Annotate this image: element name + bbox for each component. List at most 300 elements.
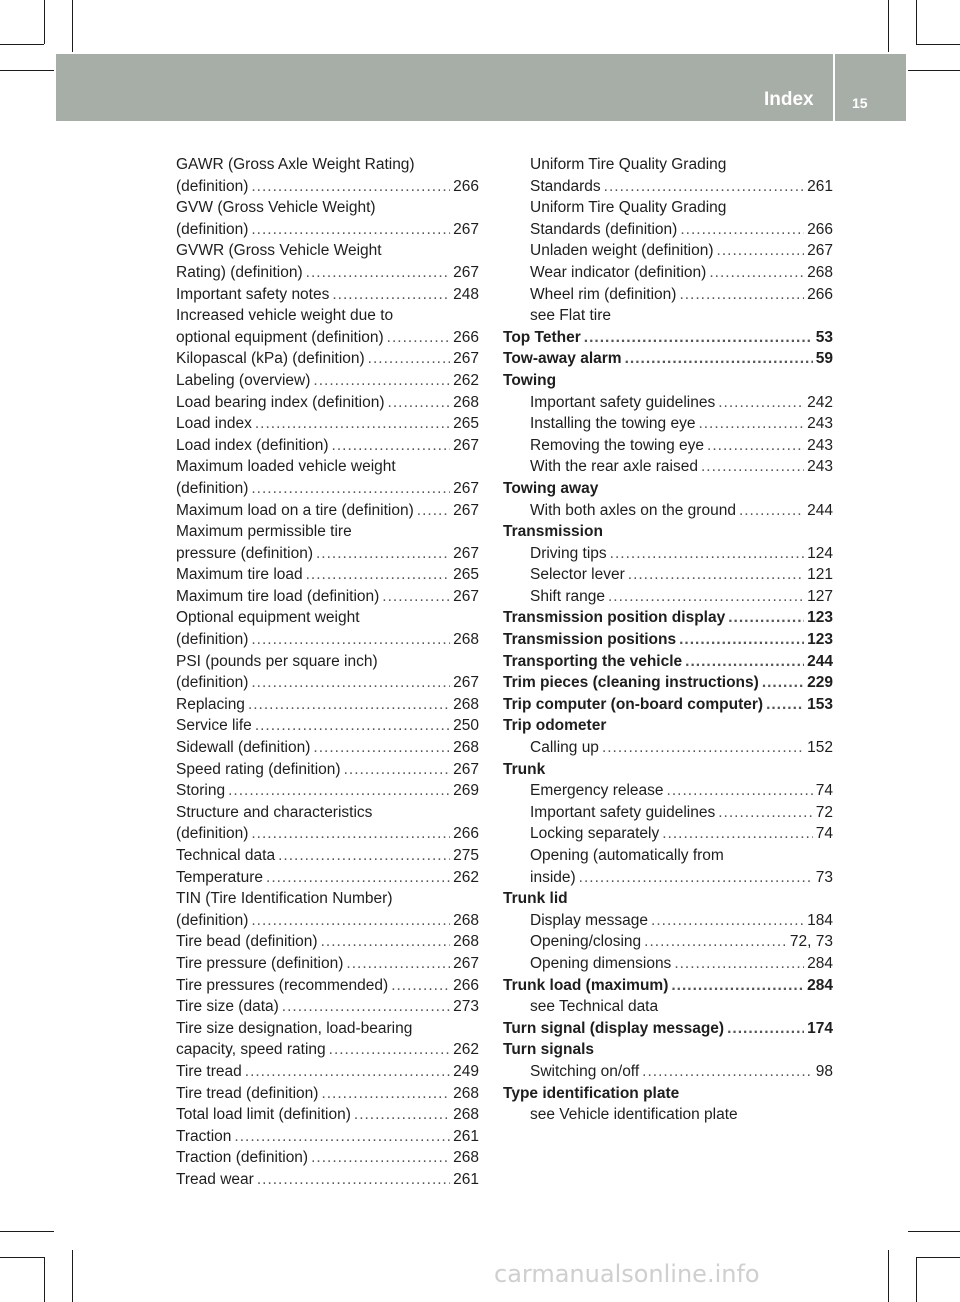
index-entry (176, 478, 479, 500)
dot-leader (698, 413, 804, 435)
page-reference: 124 (807, 544, 833, 562)
dot-leader (311, 1147, 450, 1169)
entry-label: Trim pieces (cleaning instructions) (503, 674, 759, 692)
section-title: Index (764, 89, 814, 110)
dot-leader (387, 327, 450, 349)
dot-leader (382, 586, 450, 608)
index-entry: Optional equipment weight (176, 609, 360, 627)
dot-leader (282, 996, 450, 1018)
entry-label: Kilopascal (kPa) (definition) (176, 350, 365, 368)
entry-label: Unladen weight (definition) (530, 242, 714, 260)
page-reference: 267 (453, 479, 479, 497)
page-reference: 268 (453, 1149, 479, 1167)
index-entry (176, 564, 479, 586)
dot-leader (306, 564, 451, 586)
dot-leader (251, 910, 450, 932)
entry-label: Top Tether (503, 328, 581, 346)
dot-leader (321, 931, 451, 953)
index-entry (176, 715, 479, 737)
index-entry: Structure and characteristics (176, 803, 373, 821)
entry-label: Selector lever (530, 566, 625, 584)
index-entry (503, 413, 833, 435)
index-entry (503, 348, 833, 370)
dot-leader (642, 1061, 813, 1083)
entry-label: Technical data (176, 847, 276, 864)
entry-label: With both axles on the ground (530, 501, 736, 519)
index-entry: TIN (Tire Identification Number) (176, 890, 393, 908)
index-entry (503, 500, 833, 522)
index-entry (176, 1039, 479, 1061)
page-reference: 123 (807, 609, 833, 627)
dot-leader (718, 392, 804, 414)
index-entry: Type identification plate (503, 1084, 680, 1102)
index-entry (176, 953, 479, 975)
entry-label: capacity, speed rating (176, 1041, 326, 1059)
dot-leader (332, 435, 451, 457)
index-entry: Maximum permissible tire (176, 523, 352, 541)
index-entry (503, 219, 833, 241)
entry-label: Turn signal (display message) (503, 1019, 725, 1037)
page-reference: 266 (453, 825, 479, 843)
entry-label: Opening dimensions (530, 954, 672, 972)
index-entry (503, 823, 833, 845)
page-header-bar (56, 54, 906, 121)
page-reference: 267 (807, 242, 833, 260)
index-entry: GAWR (Gross Axle Weight Rating) (176, 156, 415, 173)
entry-label: Load index (176, 415, 252, 433)
page-reference: 72 (815, 803, 833, 821)
index-entry: see Flat tire (530, 307, 611, 325)
dot-leader (610, 543, 804, 565)
index-entry (176, 759, 479, 781)
index-entry: see Technical data (530, 998, 659, 1016)
index-entry: Trunk lid (503, 890, 568, 908)
entry-label: (definition) (176, 674, 249, 692)
index-entry (503, 672, 833, 694)
page-reference: 123 (807, 631, 833, 649)
page-reference: 273 (453, 998, 479, 1016)
page-reference: 59 (815, 350, 833, 368)
index-entry (176, 392, 479, 414)
entry-label: Locking separately (530, 825, 660, 843)
index-entry: see Vehicle identification plate (530, 1106, 738, 1124)
page-reference: 266 (453, 328, 479, 346)
entry-label: Traction (176, 1127, 232, 1145)
page-reference: 268 (453, 1106, 479, 1124)
entry-label: inside) (530, 868, 576, 886)
index-entry (503, 780, 833, 802)
dot-leader (255, 715, 450, 737)
dot-leader (316, 543, 450, 565)
crop-mark (908, 1231, 960, 1232)
dot-leader (332, 284, 450, 306)
page-reference: 266 (453, 177, 479, 195)
index-entry (176, 867, 479, 889)
index-entry (176, 694, 479, 716)
page-reference: 268 (453, 631, 479, 649)
page-reference: 121 (807, 566, 833, 584)
page-reference: 242 (807, 393, 833, 411)
index-entry (503, 802, 833, 824)
entry-label: Sidewall (definition) (176, 739, 311, 757)
page-reference: 267 (453, 544, 479, 562)
page-reference: 152 (807, 739, 833, 757)
crop-mark (72, 1250, 73, 1302)
index-entry: Turn signals (503, 1041, 595, 1059)
index-entry (176, 672, 479, 694)
page-reference: 284 (807, 954, 833, 972)
index-entry: Trip odometer (503, 717, 607, 735)
index-entry: GVW (Gross Vehicle Weight) (176, 199, 376, 217)
dot-leader (739, 500, 804, 522)
dot-leader (604, 176, 804, 198)
index-entry: Trunk (503, 760, 546, 778)
page-reference: 267 (453, 501, 479, 519)
dot-leader (671, 975, 804, 997)
entry-label: Important safety notes (176, 285, 330, 303)
dot-leader (584, 327, 813, 349)
page-reference: 268 (453, 393, 479, 411)
dot-leader (245, 1061, 450, 1083)
crop-mark (916, 44, 960, 45)
entry-label: Service life (176, 717, 252, 735)
index-entry: Transmission (503, 523, 603, 541)
index-entry: Towing (503, 371, 557, 389)
index-entry (503, 1061, 833, 1083)
dot-leader (228, 780, 450, 802)
index-entry (176, 1104, 479, 1126)
page-reference: 243 (807, 415, 833, 433)
entry-label: Storing (176, 782, 226, 800)
dot-leader (266, 867, 450, 889)
page-reference: 269 (453, 782, 479, 800)
entry-label: Rating) (definition) (176, 263, 303, 281)
entry-label: (definition) (176, 631, 249, 649)
dot-leader (608, 586, 804, 608)
crop-mark (908, 70, 960, 71)
page-reference: 268 (453, 739, 479, 757)
entry-label: optional equipment (definition) (176, 328, 384, 346)
entry-label: (definition) (176, 911, 249, 929)
page-reference: 267 (453, 587, 479, 605)
entry-label: Trunk load (maximum) (503, 976, 669, 994)
index-entry (503, 975, 833, 997)
page-reference: 98 (815, 1062, 833, 1080)
dot-leader (766, 694, 804, 716)
page-reference: 74 (815, 782, 833, 800)
dot-leader (313, 370, 450, 392)
dot-leader (257, 1169, 450, 1191)
index-entry: Maximum loaded vehicle weight (176, 458, 396, 476)
dot-leader (651, 910, 804, 932)
index-entry (176, 1169, 479, 1191)
index-entry (176, 219, 479, 241)
dot-leader (278, 845, 450, 867)
page-reference: 266 (453, 976, 479, 994)
dot-leader (727, 1018, 804, 1040)
dot-leader (251, 478, 450, 500)
entry-label: Speed rating (definition) (176, 760, 341, 778)
page-reference: 268 (453, 911, 479, 929)
index-entry (176, 500, 479, 522)
index-entry (176, 931, 479, 953)
page-reference: 268 (453, 1084, 479, 1102)
page-reference: 243 (807, 436, 833, 454)
page-reference: 249 (453, 1062, 479, 1080)
index-entry (176, 284, 479, 306)
dot-leader (248, 694, 450, 716)
dot-leader (354, 1104, 450, 1126)
index-column-left (176, 154, 479, 1191)
dot-leader (251, 629, 450, 651)
entry-label: Tire tread (definition) (176, 1084, 319, 1102)
dot-leader (255, 413, 450, 435)
crop-mark (916, 0, 917, 44)
index-entry (503, 953, 833, 975)
entry-label: Maximum tire load (definition) (176, 587, 380, 605)
dot-leader (251, 823, 450, 845)
crop-mark (72, 0, 73, 52)
entry-label: Traction (definition) (176, 1149, 309, 1167)
entry-label: Removing the towing eye (530, 436, 705, 454)
dot-leader (344, 759, 451, 781)
index-entry (176, 975, 479, 997)
crop-mark (0, 44, 44, 45)
dot-leader (234, 1126, 450, 1148)
index-entry: Uniform Tire Quality Grading (530, 156, 727, 173)
entry-label: (definition) (176, 177, 249, 195)
page-reference: 267 (453, 220, 479, 238)
page-reference: 267 (453, 954, 479, 972)
entry-label: Wheel rim (definition) (530, 285, 677, 303)
index-entry (503, 327, 833, 349)
crop-mark (0, 1257, 44, 1258)
page-reference: 174 (807, 1019, 833, 1037)
index-entry (176, 845, 479, 867)
index-column-right (503, 154, 833, 1126)
crop-mark (44, 1257, 45, 1302)
index-entry (176, 586, 479, 608)
dot-leader (762, 672, 804, 694)
entry-label: Transmission position display (503, 609, 726, 627)
index-entry (176, 1147, 479, 1169)
page-reference: 262 (453, 1041, 479, 1059)
page-reference: 261 (807, 177, 833, 195)
entry-label: Important safety guidelines (530, 803, 716, 821)
page-reference: 267 (453, 760, 479, 778)
entry-label: Maximum load on a tire (definition) (176, 501, 414, 519)
dot-leader (388, 392, 451, 414)
page-reference: 127 (807, 587, 833, 605)
dot-leader (628, 564, 804, 586)
dot-leader (313, 737, 450, 759)
index-entry (503, 931, 833, 953)
index-entry (176, 1126, 479, 1148)
index-entry (176, 370, 479, 392)
index-entry: Tire size designation, load-bearing (176, 1019, 413, 1037)
crop-mark (0, 1231, 54, 1232)
page-reference: 265 (453, 415, 479, 433)
index-entry (176, 327, 479, 349)
dot-leader (709, 262, 804, 284)
entry-label: Tread wear (176, 1170, 254, 1188)
header-divider (833, 54, 835, 121)
page-reference: 184 (807, 911, 833, 929)
page-reference: 268 (807, 263, 833, 281)
entry-label: Load bearing index (definition) (176, 393, 385, 411)
entry-label: Load index (definition) (176, 436, 329, 454)
dot-leader (667, 780, 813, 802)
entry-label: (definition) (176, 825, 249, 843)
dot-leader (306, 262, 450, 284)
page-reference: 243 (807, 458, 833, 476)
page-reference: 267 (453, 350, 479, 368)
index-entry (503, 284, 833, 306)
dot-leader (679, 629, 804, 651)
entry-label: Tire bead (definition) (176, 933, 318, 951)
page-reference: 153 (807, 695, 833, 713)
dot-leader (707, 435, 804, 457)
index-entry (503, 651, 833, 673)
index-entry (503, 867, 833, 889)
index-entry: Opening (automatically from (530, 847, 724, 864)
entry-label: (definition) (176, 479, 249, 497)
entry-label: Labeling (overview) (176, 371, 311, 389)
dot-leader (329, 1039, 450, 1061)
index-entry (503, 392, 833, 414)
index-entry (503, 564, 833, 586)
entry-label: Transmission positions (503, 631, 677, 649)
index-entry (176, 780, 479, 802)
page-reference: 275 (453, 847, 479, 864)
page-reference: 72, 73 (789, 933, 833, 951)
dot-leader (251, 672, 450, 694)
entry-label: Tire tread (176, 1062, 242, 1080)
dot-leader (251, 219, 450, 241)
index-entry (503, 262, 833, 284)
index-entry (176, 543, 479, 565)
crop-mark (916, 1257, 917, 1302)
page-reference: 266 (807, 220, 833, 238)
dot-leader (602, 737, 804, 759)
dot-leader (644, 931, 787, 953)
entry-label: With the rear axle raised (530, 458, 698, 476)
entry-label: Maximum tire load (176, 566, 303, 584)
index-entry (503, 607, 833, 629)
page-reference: 262 (453, 868, 479, 886)
watermark: carmanualsonline.info (494, 1260, 760, 1288)
entry-label: pressure (definition) (176, 544, 313, 562)
entry-label: Driving tips (530, 544, 607, 562)
entry-label: Temperature (176, 868, 264, 886)
page-reference: 244 (807, 652, 833, 670)
entry-label: Wear indicator (definition) (530, 263, 707, 281)
entry-label: Switching on/off (530, 1062, 640, 1080)
crop-mark (916, 1257, 960, 1258)
index-entry (503, 737, 833, 759)
page-number: 15 (852, 95, 868, 111)
index-entry (176, 629, 479, 651)
dot-leader (368, 348, 450, 370)
dot-leader (579, 867, 813, 889)
page-reference: 74 (815, 825, 833, 843)
page-reference: 267 (453, 436, 479, 454)
index-entry: Uniform Tire Quality Grading (530, 199, 727, 217)
index-entry (503, 456, 833, 478)
index-entry (503, 694, 833, 716)
index-entry (176, 1061, 479, 1083)
page-reference: 248 (453, 285, 479, 303)
page-reference: 265 (453, 566, 479, 584)
page-reference: 267 (453, 263, 479, 281)
page-reference: 266 (807, 285, 833, 303)
dot-leader (685, 651, 804, 673)
index-entry (503, 240, 833, 262)
dot-leader (718, 802, 813, 824)
entry-label: Trip computer (on-board computer) (503, 695, 764, 713)
crop-mark (888, 0, 889, 52)
index-entry (176, 176, 479, 198)
dot-leader (701, 456, 804, 478)
index-entry (503, 586, 833, 608)
page-reference: 250 (453, 717, 479, 735)
page-reference: 262 (453, 371, 479, 389)
entry-label: Tire pressure (definition) (176, 954, 344, 972)
page-reference: 229 (807, 674, 833, 692)
index-entry (503, 910, 833, 932)
dot-leader (346, 953, 450, 975)
entry-label: Replacing (176, 695, 245, 713)
index-entry: GVWR (Gross Vehicle Weight (176, 242, 382, 260)
page-reference: 284 (807, 976, 833, 994)
page-reference: 244 (807, 501, 833, 519)
dot-leader (717, 240, 805, 262)
index-entry (503, 176, 833, 198)
index-entry (503, 543, 833, 565)
index-entry (176, 823, 479, 845)
page-reference: 267 (453, 674, 479, 692)
entry-label: Tire pressures (recommended) (176, 976, 389, 994)
page-reference: 268 (453, 933, 479, 951)
index-entry (176, 996, 479, 1018)
entry-label: Transporting the vehicle (503, 652, 683, 670)
dot-leader (680, 219, 804, 241)
index-entry: Towing away (503, 479, 599, 497)
index-entry (503, 1018, 833, 1040)
entry-label: Standards (530, 177, 601, 195)
dot-leader (417, 500, 450, 522)
dot-leader (391, 975, 450, 997)
index-entry (176, 413, 479, 435)
dot-leader (321, 1083, 450, 1105)
entry-label: Installing the towing eye (530, 415, 696, 433)
index-entry (503, 435, 833, 457)
index-entry (176, 262, 479, 284)
crop-mark (0, 70, 54, 71)
index-entry (176, 910, 479, 932)
index-entry: PSI (pounds per square inch) (176, 652, 378, 670)
entry-label: Opening/closing (530, 933, 642, 951)
dot-leader (625, 348, 813, 370)
dot-leader (251, 176, 450, 198)
page-reference: 261 (453, 1170, 479, 1188)
entry-label: Display message (530, 911, 649, 929)
entry-label: Emergency release (530, 782, 664, 800)
dot-leader (674, 953, 804, 975)
page-reference: 73 (815, 868, 833, 886)
entry-label: Shift range (530, 587, 605, 605)
index-entry (176, 1083, 479, 1105)
